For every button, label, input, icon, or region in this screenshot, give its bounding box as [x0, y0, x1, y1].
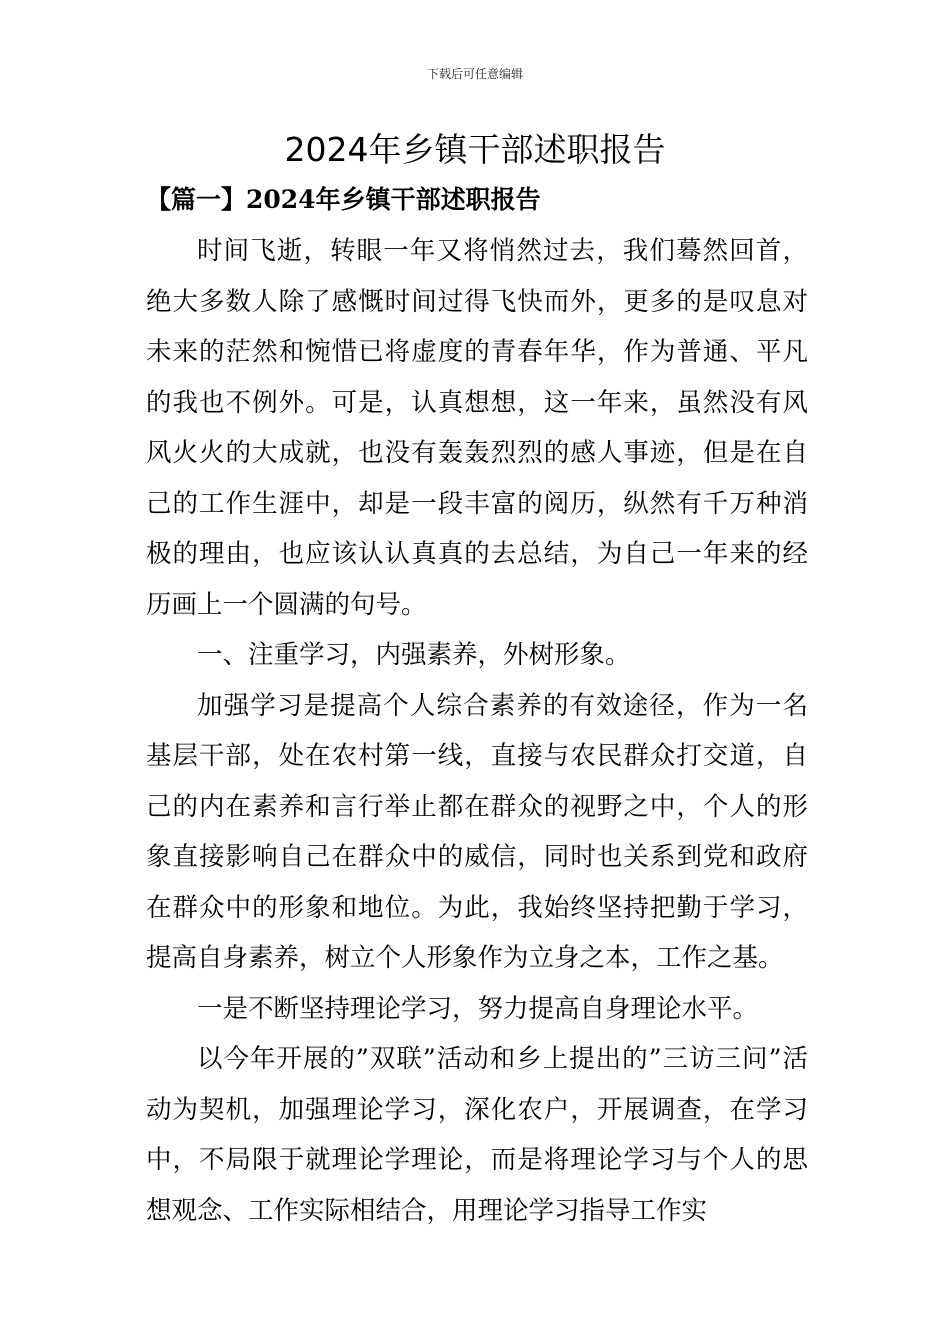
paragraph-study: 加强学习是提高个人综合素养的有效途径，作为一名基层干部，处在农村第一线，直接与农民群众打交道，自己的内在素养和言行举止都在群众的视野之中，个人的形象直接影响自己在群众中的威信，同时也关系到党和政府在群众中的形象和地位。为此，我始终坚持把勤于学习，提高自身素养，树立个人形象作为立身之本，工作之基。: [146, 690, 808, 973]
paragraph-point-one: 一是不断坚持理论学习，努力提高自身理论水平。: [197, 993, 759, 1024]
section-heading: 【篇一】2024年乡镇干部述职报告: [146, 185, 541, 214]
header-note: 下载后可任意编辑: [426, 67, 523, 81]
document-body: [146, 226, 808, 1236]
paragraph-campaign: 以今年开展的”双联”活动和乡上提出的”三访三问”活动为契机，加强理论学习，深化农户，开展调查，在学习中，不局限于就理论学理论，而是将理论学习与个人的思想观念、工作实际相结合，用理论学习指导工作实: [146, 1044, 808, 1226]
paragraph-heading-one: 一、注重学习，内强素养，外树形象。: [197, 640, 631, 670]
document-title: 2024年乡镇干部述职报告: [284, 130, 666, 169]
paragraph-intro: 时间飞逝，转眼一年又将悄然过去，我们蓦然回首，绝大多数人除了感慨时间过得飞快而外，更多的是叹息对未来的茫然和惋惜已将虚度的青春年华，作为普通、平凡的我也不例外。可是，认真想想，这一年来，虽然没有风风火火的大成就，也没有轰轰烈烈的感人事迹，但是在自己的工作生涯中，却是一段丰富的阅历，纵然有千万种消极的理由，也应该认认真真的去总结，为自己一年来的经历画上一个圆满的句号。: [146, 236, 808, 620]
